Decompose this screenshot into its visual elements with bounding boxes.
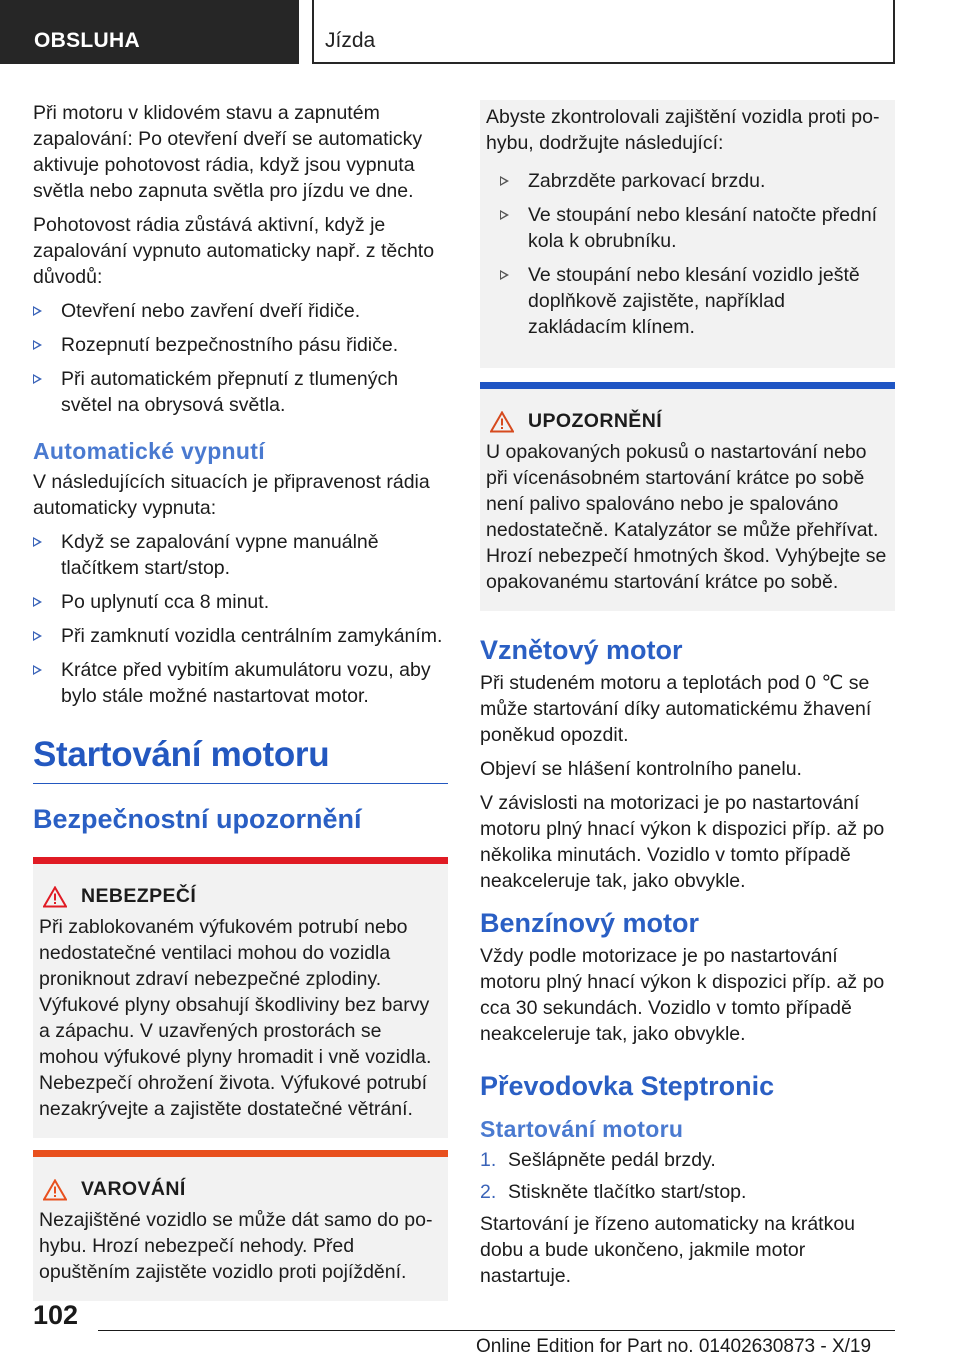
edition-note: Online Edition for Part no. 01402630873 - X/19 — [476, 1336, 872, 1357]
petrol-paragraph: Vždy podle motorizace je po nastartování motoru plný hnací výkon k dispozici příp. až po cca 30 sekundách. Vozidlo v tomto případě neakceleruje tak, jako obvykle. — [480, 945, 885, 1045]
list-item: Otevření nebo zavření dveří řidiče. — [33, 298, 448, 324]
start-engine-subheading: Startování motoru — [480, 1116, 684, 1142]
list-item: Při automatickém přepnutí z tlumených světel na obrysová světla. — [33, 366, 448, 418]
list-item: Zabrzděte parkovací brzdu. — [500, 168, 887, 194]
list-item: Ve stoupání nebo klesání vozidlo ještě doplňkově zajistěte, například zakládacím klínem. — [500, 262, 887, 340]
list-item: Krátce před vybitím akumulátoru vozu, aby bylo stále možné nastartovat motor. — [33, 657, 448, 709]
right-column — [480, 100, 895, 1297]
notice-box — [480, 382, 895, 611]
auto-off-list — [33, 529, 448, 709]
closing-paragraph: Startování je řízeno automaticky na krátkou dobu a bude ukončeno, jakmile motor nastartuje. — [480, 1213, 856, 1287]
warning-title: VAROVÁNÍ — [81, 1178, 186, 1200]
footer-rule — [98, 1330, 895, 1331]
triangle-bullet-icon — [500, 270, 509, 280]
triangle-bullet-icon — [500, 210, 509, 220]
secure-vehicle-box — [480, 100, 895, 368]
triangle-bullet-icon — [33, 374, 42, 384]
diesel-paragraph-2: Objeví se hlášení kontrolního panelu. — [480, 758, 802, 780]
diesel-paragraph-3: V závislosti na motorizaci je po nastartování motoru plný hnací výkon k dispozici příp. až po několika minutách. Vozidlo v tomto případě neakceleruje tak, jako obvykle. — [480, 792, 885, 892]
diesel-paragraph-1: Při studeném motoru a teplotách pod 0 ℃ se může startování díky automatickému žhavení poněkud opozdit. — [480, 672, 872, 746]
danger-text: Při zablokovaném výfukovém potrubí nebo nedostatečné ventilaci mohou do vozidla proniknout zdraví nebezpečné zplodiny. Výfukové plyny obsahují škodliviny bez barvy a zápachu. V uzavřených prostorách se mohou výfukové plyny hromadit i vně vozidla. Nebezpečí ohrožení života. Výfukové potrubí nezakrývejte a zajistěte dostatečné větrání. — [39, 916, 432, 1120]
list-item: Když se zapalování vypne manuálně tlačítkem start/stop. — [33, 529, 448, 581]
triangle-bullet-icon — [33, 306, 42, 316]
warning-triangle-icon — [490, 411, 514, 433]
safety-heading: Bezpečnostní upozornění — [33, 804, 362, 834]
warning-box — [33, 1150, 448, 1301]
danger-bar — [33, 857, 448, 864]
list-item: 2. Stiskněte tlačítko start/stop. — [480, 1181, 747, 1203]
left-column — [33, 100, 448, 1301]
chapter-title: Jízda — [312, 0, 895, 64]
triangle-bullet-icon — [33, 340, 42, 350]
auto-off-paragraph: V následujících situacích je připravenost rádia automaticky vypnuta: — [33, 471, 430, 519]
radio-standby-list — [33, 298, 448, 418]
warning-bar — [33, 1150, 448, 1157]
page-number: 102 — [33, 1300, 79, 1330]
warning-triangle-icon — [43, 886, 67, 908]
list-item: Rozepnutí bezpečnostního pásu řidiče. — [33, 332, 448, 358]
warning-text: Nezajištěné vozidlo se může dát samo do pohybu. Hrozí nebezpečí nehody. Před opuštěním zajistěte vozidlo proti pojíždění. — [39, 1209, 433, 1283]
list-item: Po uplynutí cca 8 minut. — [33, 589, 448, 615]
danger-box — [33, 857, 448, 1138]
triangle-bullet-icon — [500, 176, 509, 186]
section-tab: OBSLUHA — [0, 0, 299, 64]
auto-off-heading: Automatické vypnutí — [33, 438, 265, 464]
petrol-heading: Benzínový motor — [480, 908, 700, 938]
section-heading: Startování motoru — [33, 735, 448, 784]
box-intro: Abyste zkontrolovali zajištění vozidla proti pohybu, dodržujte následující: — [486, 106, 880, 154]
notice-title: UPOZORNĚNÍ — [528, 410, 663, 432]
start-steps-list — [480, 1147, 895, 1205]
triangle-bullet-icon — [33, 665, 42, 675]
steptronic-heading: Převodovka Steptronic — [480, 1071, 775, 1101]
triangle-bullet-icon — [33, 537, 42, 547]
notice-text: U opakovaných pokusů o nastartování nebo při vícenásobném startování krátce po sobě není palivo spalováno nebo je spalováno nedostatečně. Katalyzátor se může přehřívat. Hrozí nebezpečí hmotných škod. Vyhýbejte se opakovanému startování krátce po sobě. — [486, 441, 887, 593]
page-header — [0, 0, 960, 66]
intro-paragraph-1: Při motoru v klidovém stavu a zapnutém zapalování: Po otevření dveří se automaticky aktivuje pohotovost rádia, když jsou vypnuta světla nebo zapnuta světla pro jízdu ve dne. — [33, 102, 423, 202]
danger-title: NEBEZPEČÍ — [81, 885, 197, 907]
intro-paragraph-2: Pohotovost rádia zůstává aktivní, když je zapalování vypnuto automaticky např. z těchto důvodů: — [33, 214, 435, 288]
diesel-heading: Vznětový motor — [480, 635, 683, 665]
notice-bar — [480, 382, 895, 389]
triangle-bullet-icon — [33, 597, 42, 607]
triangle-bullet-icon — [33, 631, 42, 641]
list-item: 1. Sešlápněte pedál brzdy. — [480, 1149, 716, 1171]
list-item: Ve stoupání nebo klesání natočte přední kola k obrubníku. — [500, 202, 887, 254]
list-item: Při zamknutí vozidla centrálním zamykáním. — [33, 623, 448, 649]
warning-triangle-icon — [43, 1179, 67, 1201]
secure-vehicle-list — [500, 168, 887, 340]
